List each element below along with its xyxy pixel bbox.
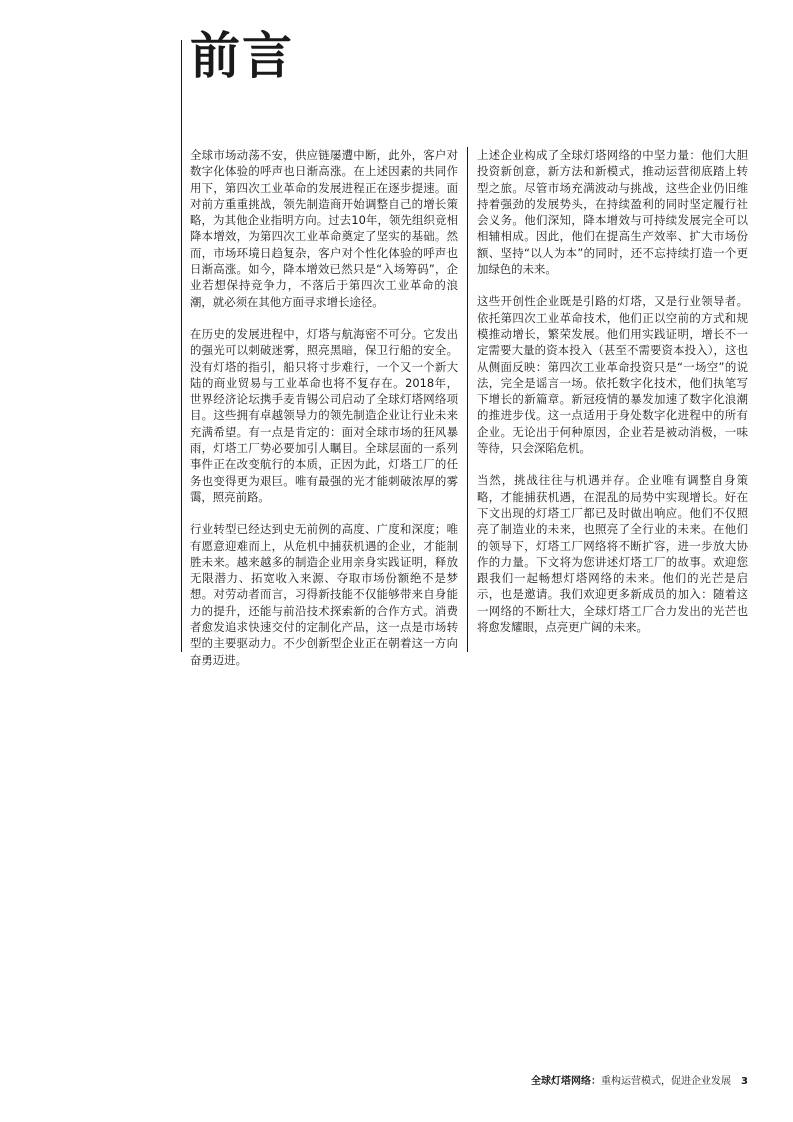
paragraph: 当然，挑战往往与机遇并存。企业唯有调整自身策略，才能捕获机遇，在混乱的局势中实现增长。好在下文出现的灯塔工厂都已及时做出响应。他们不仅照亮了制造业的未来，也照亮了全行业的未来。在他们的领导下，灯塔工厂网络将不断扩容，进一步放大协作的力量。下文将为您讲述灯塔工厂的故事。欢迎您跟我们一起畅想灯塔网络的未来。他们的光芒是启示，也是邀请。我们欢迎更多新成员的加入：随着这一网络的不断壮大，全球灯塔工厂合力发出的光芒也将愈发耀眼，点亮更广阔的未来。 (477, 473, 748, 635)
left-column (190, 147, 458, 667)
paragraph: 上述企业构成了全球灯塔网络的中坚力量：他们大胆投资新创意，新方法和新模式，推动运营彻底踏上转型之旅。尽管市场充满波动与挑战，这些企业仍旧维持着强劲的发展势头，在持续盈利的同时坚定履行社会义务。他们深知，降本增效与可持续发展完全可以相辅相成。因此，他们在提高生产效率、扩大市场份额、坚持“以人为本”的同时，还不忘持续打造一个更加绿色的未来。 (477, 148, 748, 277)
right-column (477, 147, 748, 635)
column-divider (467, 147, 468, 652)
page-title: 前言 (190, 27, 294, 85)
paragraph: 行业转型已经达到史无前例的高度、广度和深度；唯有愿意迎难而上，从危机中捕获机遇的企业，才能制胜未来。越来越多的制造企业用亲身实践证明，释放无限潜力、拓宽收入来源、夺取市场份额绝不是梦想。对劳动者而言，习得新技能不仅能够带来自身能力的提升，还能与前沿技术探索新的合作方式。消费者愈发追求快速交付的定制化产品，这一点是市场转型的主要驱动力。不少创新型企业正在朝着这一方向奋勇迈进。 (190, 522, 458, 667)
page-number: 3 (741, 1076, 748, 1087)
paragraph: 全球市场动荡不安，供应链屡遭中断，此外，客户对数字化体验的呼声也日渐高涨。在上述因素的共同作用下，第四次工业革命的发展进程正在逐步提速。面对前方重重挑战，领先制造商开始调整自己的增长策略，为其他企业指明方向。过去10年，领先组织竞相降本增效，为第四次工业革命奠定了坚实的基础。然而，市场环境日趋复杂，客户对个性化体验的呼声也日渐高涨。如今，降本增效已然只是“入场筹码”，企业若想保持竞争力，不落后于第四次工业革命的浪潮，就必须在其他方面寻求增长途径。 (190, 148, 458, 309)
margin-rule (181, 40, 182, 652)
page-footer (531, 1075, 748, 1089)
paragraph: 在历史的发展进程中，灯塔与航海密不可分。它发出的强光可以刺破迷雾，照亮黑暗，保卫行船的安全。没有灯塔的指引，船只将寸步难行，一个又一个新大陆的商业贸易与工业革命也将不复存在。2018年，世界经济论坛携手麦肯锡公司启动了全球灯塔网络项目。这些拥有卓越领导力的领先制造企业让行业未来充满希望。有一点是肯定的：面对全球市场的狂风暴雨，灯塔工厂势必要加引人瞩目。全球层面的一系列事件正在改变航行的本质，正因为此，灯塔工厂的任务也变得更为艰巨。唯有最强的光才能刺破浓厚的雾霭，照亮前路。 (190, 326, 458, 504)
footer-publication-title: 全球灯塔网络： (531, 1076, 602, 1087)
paragraph: 这些开创性企业既是引路的灯塔，又是行业领导者。依托第四次工业革命技术，他们正以空前的方式和规模推动增长，繁荣发展。他们用实践证明，增长不一定需要大量的资本投入（甚至不需要资本投入），这也从侧面反映：第四次工业革命投资只是“一场空”的说法，完全是谣言一场。依托数字化技术，他们执笔写下增长的新篇章。新冠疫情的暴发加速了数字化浪潮的推进步伐。这一点适用于身处数字化进程中的所有企业。无论出于何种原因，企业若是被动消极，一味等待，只会深陷危机。 (477, 294, 748, 456)
footer-publication-subtitle: 重构运营模式，促进企业发展 (601, 1076, 732, 1087)
